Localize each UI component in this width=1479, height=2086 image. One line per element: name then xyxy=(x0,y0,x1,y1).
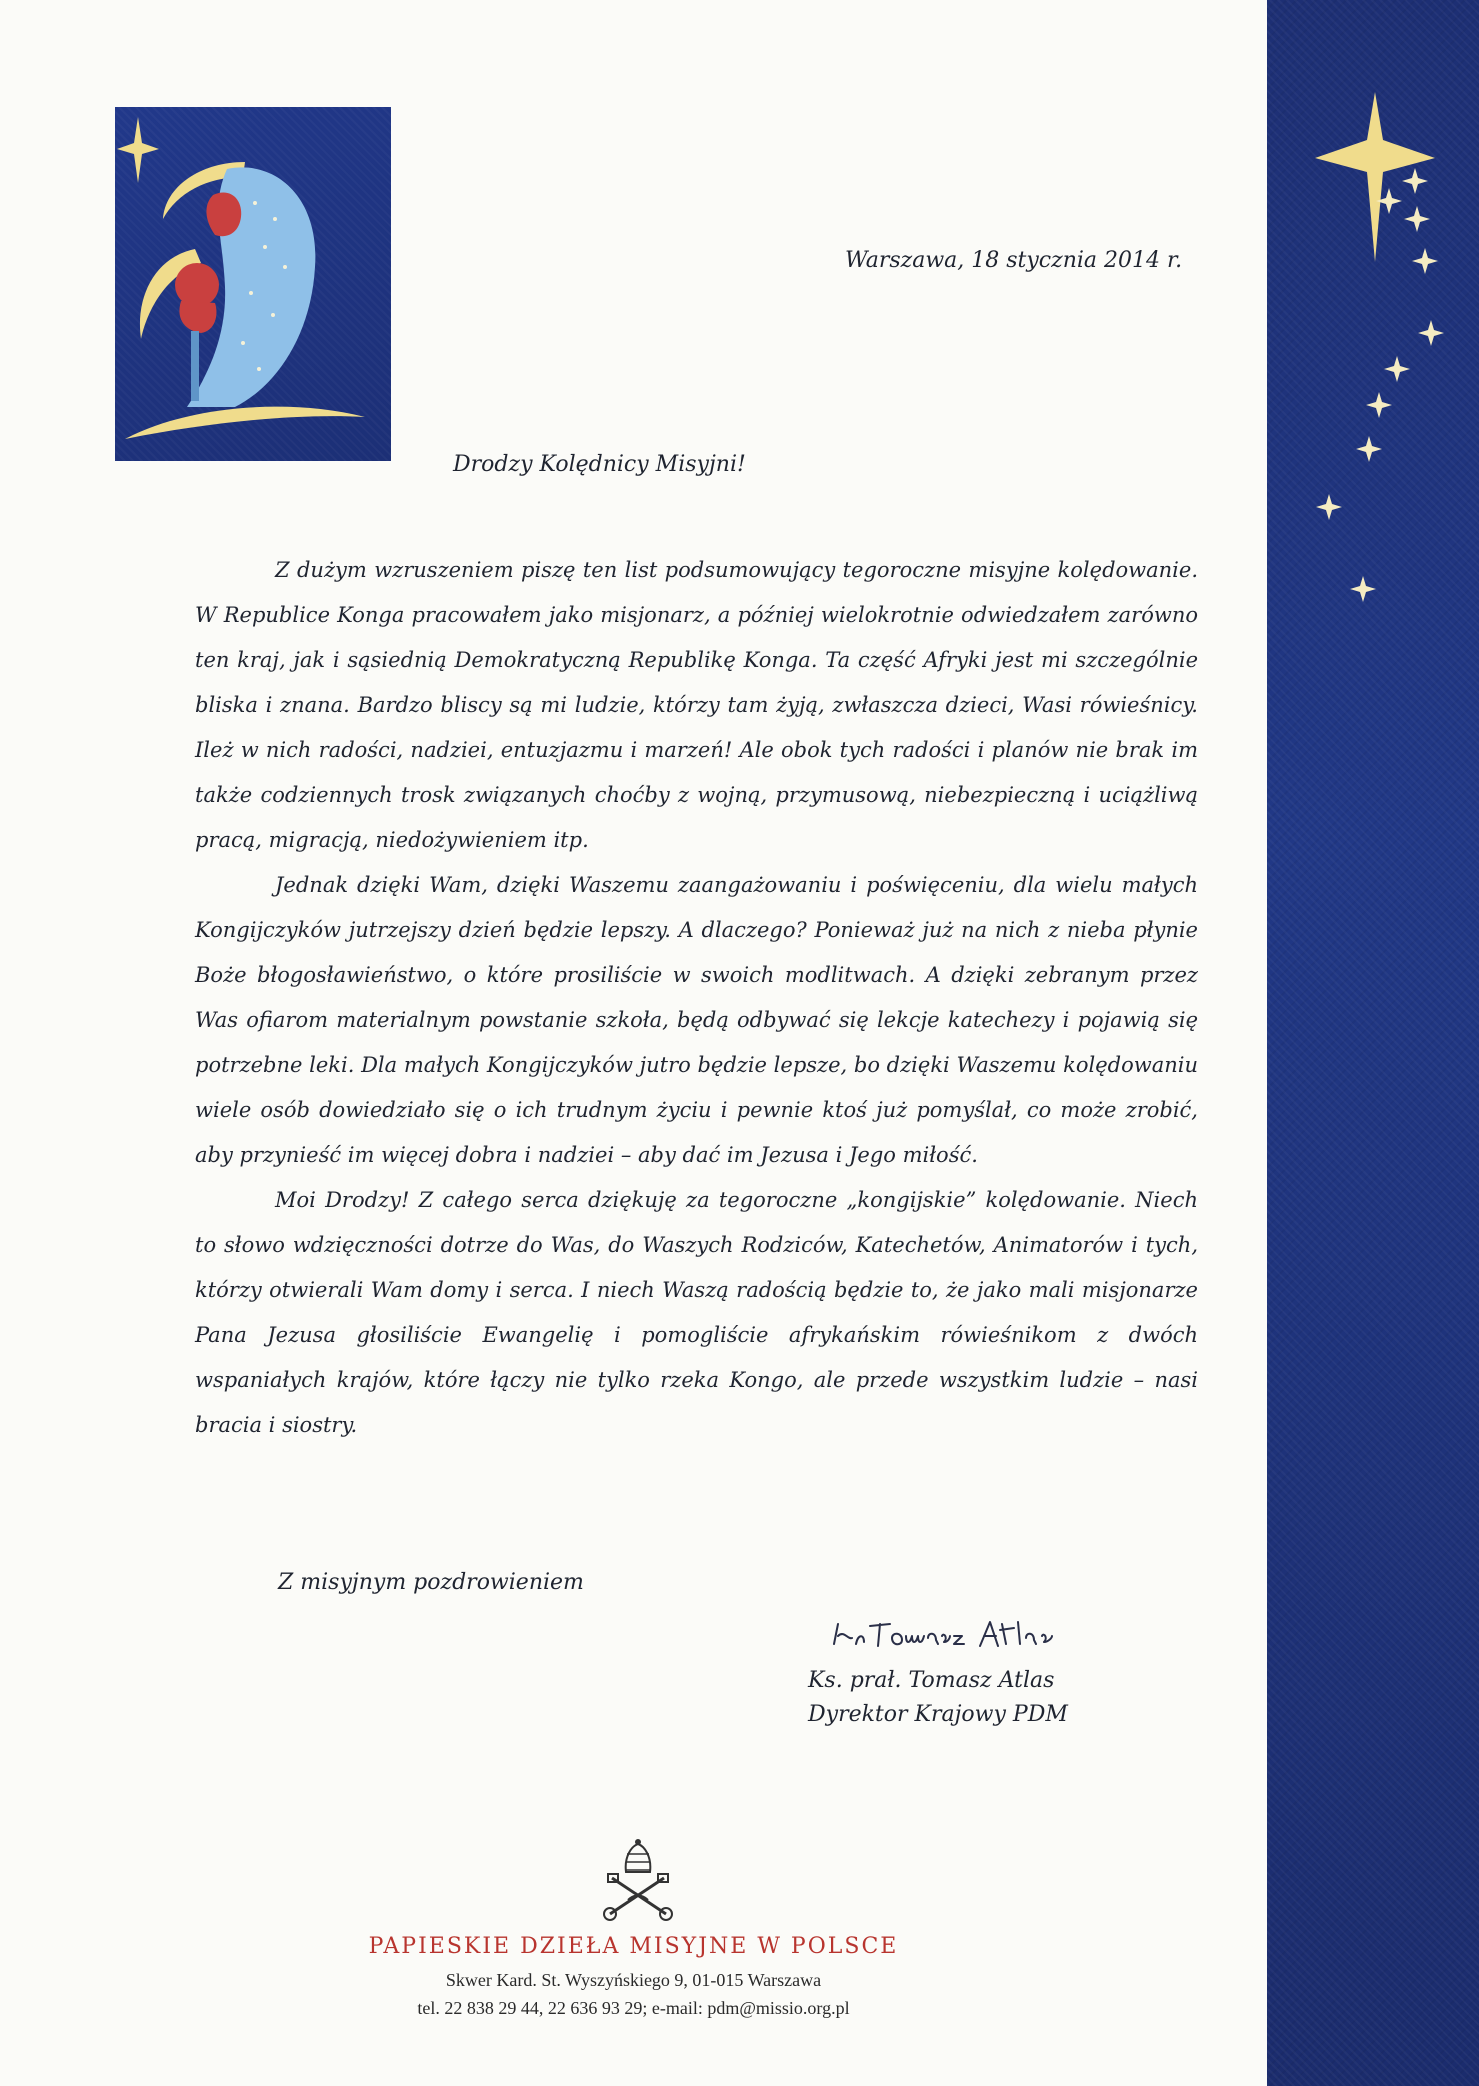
star-icon xyxy=(1350,576,1376,602)
letter-paragraph: Jednak dzięki Wam, dzięki Waszemu zaangażowaniu i poświęceniu, dla wielu małych Kongijczyków jutrzejszy dzień będzie lepszy. A dlaczego? Ponieważ już na nich z nieba płynie Boże błogosławieństwo, o które prosiliście w swoich modlitwach. A dzięki zebranym przez Was ofiarom materialnym powstanie szkoła, będą odbywać się lekcje katechezy i pojawią się potrzebne leki. Dla małych Kongijczyków jutro będzie lepsze, bo dzięki Waszemu kolędowaniu wiele osób dowiedziało się o ich trudnym życiu i pewnie ktoś już pomyślał, co może zrobić, aby przynieść im więcej dobra i nadziei – aby dać im Jezusa i Jego miłość. xyxy=(195,873,1198,1167)
nativity-logo-icon xyxy=(115,107,391,461)
letter-paragraph: Z dużym wzruszeniem piszę ten list podsumowujący tegoroczne misyjne kolędowanie. W Republice Konga pracowałem jako misjonarz, a później wielokrotnie odwiedzałem zarówno ten kraj, jak i sąsiednią Demokratyczną Republikę Konga. Ta część Afryki jest mi szczególnie bliska i znana. Bardzo bliscy są mi ludzie, którzy tam żyją, zwłaszcza dzieci, Wasi rówieśnicy. Ileż w nich radości, nadziei, entuzjazmu i marzeń! Ale obok tych radości i planów nie brak im także codziennych trosk związanych choćby z wojną, przymusową, niebezpieczną i uciążliwą pracą, migracją, niedożywieniem itp. xyxy=(195,558,1198,852)
star-icon xyxy=(1366,392,1392,418)
star-icon xyxy=(1402,168,1428,194)
letter-closing: Z misyjnym pozdrowieniem xyxy=(278,1570,584,1595)
letter-body xyxy=(195,548,1198,1448)
star-icon xyxy=(1384,356,1410,382)
handwritten-signature xyxy=(830,1614,1070,1662)
letter-date: Warszawa, 18 stycznia 2014 r. xyxy=(845,248,1183,273)
star-icon xyxy=(1418,320,1444,346)
logo-ground-icon xyxy=(125,407,365,439)
papal-keys-emblem-icon xyxy=(598,1838,678,1926)
decorative-band xyxy=(1267,0,1479,2086)
signer-title: Dyrektor Krajowy PDM xyxy=(808,1702,1068,1727)
star-icon xyxy=(1412,248,1438,274)
signer-name: Ks. prał. Tomasz Atlas xyxy=(808,1668,1055,1693)
star-icon xyxy=(1356,436,1382,462)
logo-star-icon xyxy=(117,117,159,183)
organization-contact: tel. 22 838 29 44, 22 636 93 29; e-mail: pdm@missio.org.pl xyxy=(417,1998,850,2018)
letter-salutation: Drodzy Kolędnicy Misyjni! xyxy=(453,452,746,477)
letter-paragraph: Moi Drodzy! Z całego serca dziękuję za tegoroczne „kongijskie” kolędowanie. Niech to słowo wdzięczności dotrze do Was, do Waszych Rodziców, Katechetów, Animatorów i tych, którzy otwierali Wam domy i serca. I niech Waszą radością będzie to, że jako mali misjonarze Pana Jezusa głosiliście Ewangelię i pomogliście afrykańskim rówieśnikom z dwóch wspaniałych krajów, które łączy nie tylko rzeka Kongo, ale przede wszystkim ludzie – nasi bracia i siostry. xyxy=(195,1188,1198,1437)
star-icon xyxy=(1404,206,1430,232)
star-icon xyxy=(1316,494,1342,520)
organization-address: Skwer Kard. St. Wyszyńskiego 9, 01-015 Warszawa xyxy=(445,1970,822,1990)
organization-name: PAPIESKIE DZIEŁA MISYJNE W POLSCE xyxy=(368,1934,899,1959)
